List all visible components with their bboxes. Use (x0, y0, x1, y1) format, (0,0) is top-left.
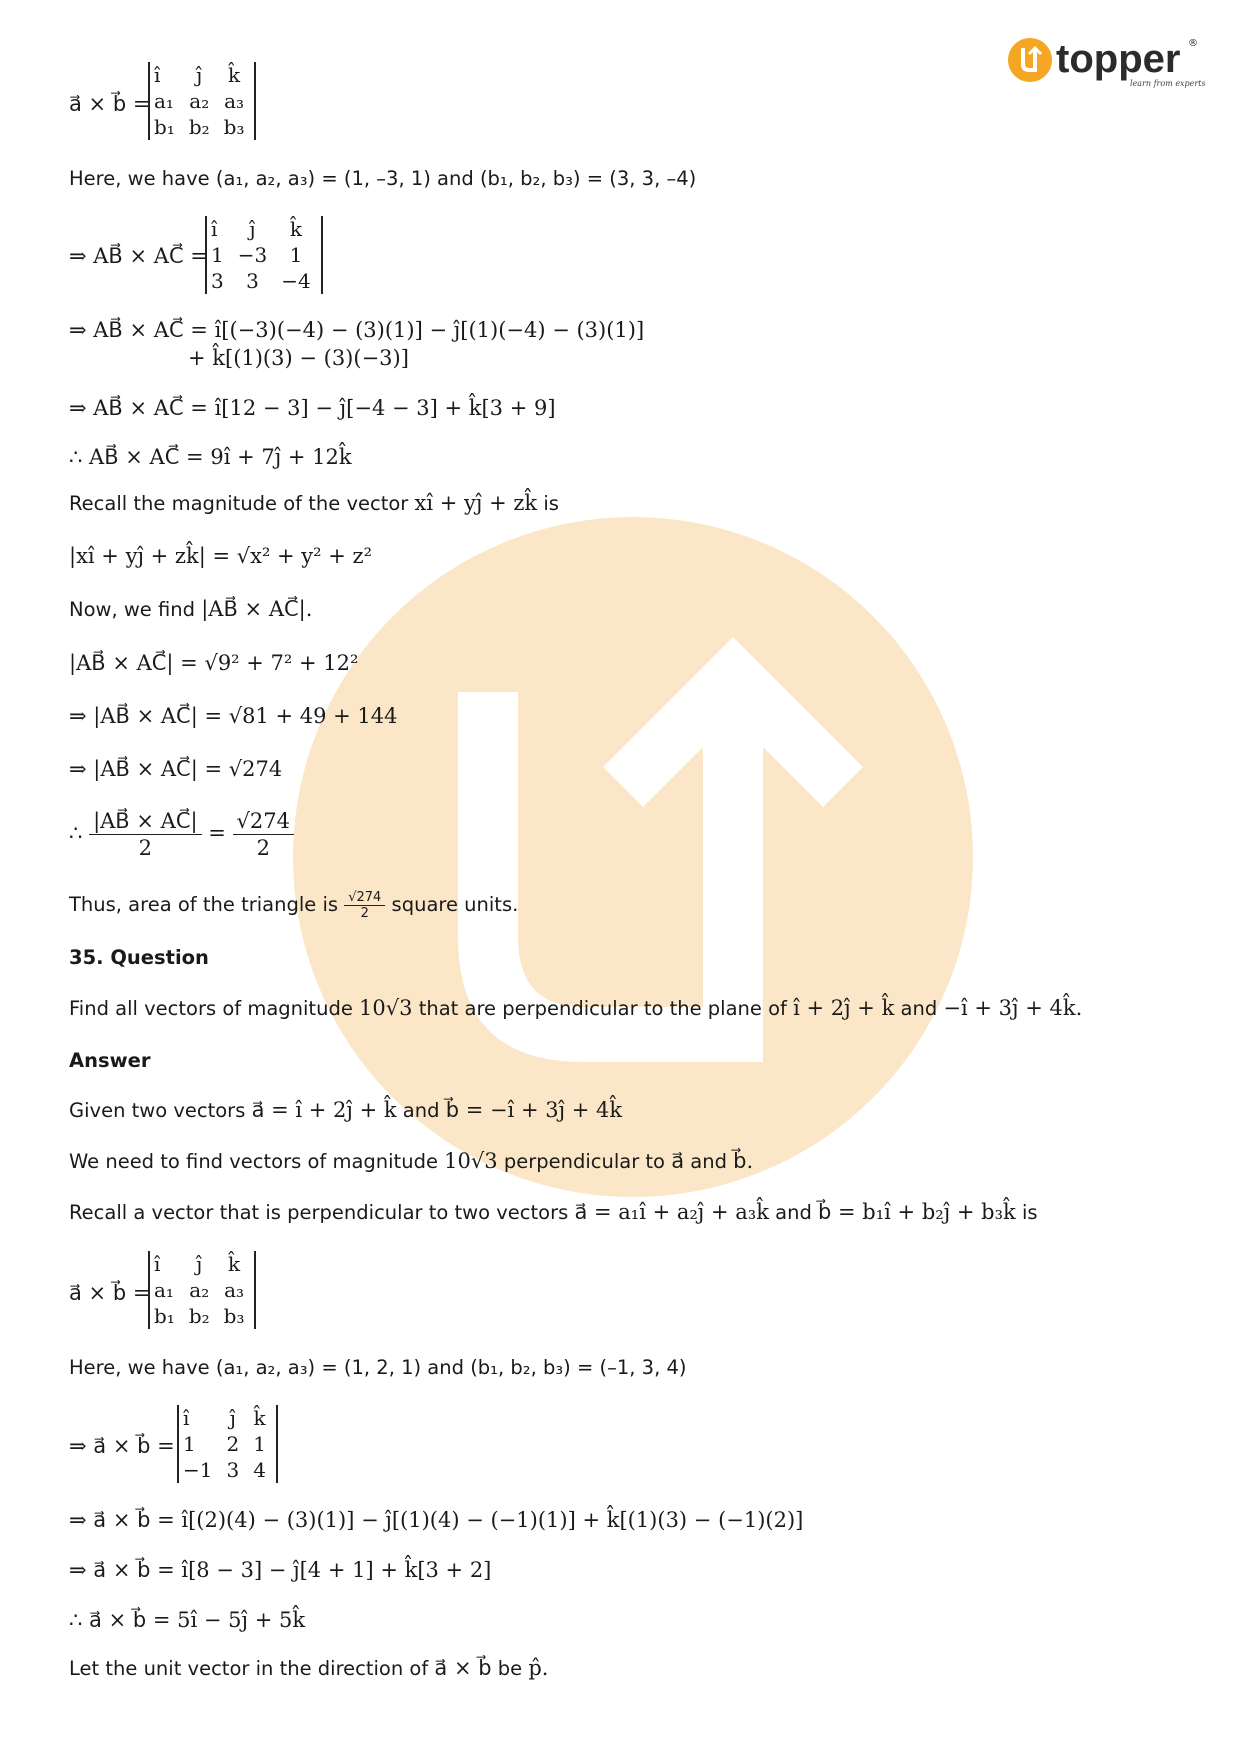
unit-vector-line: Let the unit vector in the direction of a⃗ × b⃗ be p̂. (69, 1656, 549, 1680)
given-vectors-line: Given two vectors a⃗ = î + 2ĵ + k̂ and b⃗ = −î + 3ĵ + 4k̂ (69, 1098, 623, 1122)
answer-heading: Answer (69, 1049, 151, 1072)
cross-product-lhs-4: ⇒ a⃗ × b⃗ = (69, 1434, 175, 1458)
cross-product-lhs-1: a⃗ × b⃗ = (69, 92, 151, 116)
expansion-line-3: ⇒ a⃗ × b⃗ = î[(2)(4) − (3)(1)] − ĵ[(1)(4) − (−1)(1)] + k̂[(1)(3) − (−1)(2)] (69, 1508, 804, 1532)
cross-product-lhs-3: a⃗ × b⃗ = (69, 1281, 151, 1305)
logo-tagline: learn from experts (1130, 79, 1206, 88)
cross-product-lhs-2: ⇒ AB⃗ × AC⃗ = (69, 244, 208, 268)
determinant-3: î ĵ k̂ a₁ a₂ a₃ b₁ b₂ b₃ (148, 1251, 256, 1329)
logo-brand-text: topper (1056, 37, 1181, 81)
result-line-2: ∴ a⃗ × b⃗ = 5î − 5ĵ + 5k̂ (69, 1608, 306, 1632)
now-find-line: Now, we find |AB⃗ × AC⃗|. (69, 597, 313, 621)
toppr-watermark-logo (293, 517, 973, 1197)
question-heading: 35. Question (69, 946, 209, 969)
determinant-1: î ĵ k̂ a₁ a₂ a₃ b₁ b₂ b₃ (148, 62, 256, 140)
expansion-line-1: ⇒ AB⃗ × AC⃗ = î[(−3)(−4) − (3)(1)] − ĵ[(1)(−4) − (3)(1)] (69, 318, 645, 342)
need-to-find-line: We need to find vectors of magnitude 10√3 perpendicular to a⃗ and b⃗. (69, 1149, 754, 1173)
question-text: Find all vectors of magnitude 10√3 that are perpendicular to the plane of î + 2ĵ + k̂ and −î + 3ĵ + 4k̂. (69, 996, 1083, 1020)
given-components-2: Here, we have (a₁, a₂, a₃) = (1, 2, 1) and (b₁, b₂, b₃) = (–1, 3, 4) (69, 1356, 687, 1379)
topper-logo-mark (1008, 32, 1208, 94)
given-components-1: Here, we have (a₁, a₂, a₃) = (1, –3, 1) and (b₁, b₂, b₃) = (3, 3, –4) (69, 167, 697, 190)
logo-registered-mark: ® (1188, 38, 1198, 49)
topper-logo (1008, 32, 1208, 94)
determinant-2: î ĵ k̂ 1 −3 1 3 3 −4 (205, 216, 323, 294)
expansion-line-2: + k̂[(1)(3) − (3)(−3)] (188, 346, 409, 370)
determinant-4: î ĵ k̂ 1 2 1 −1 3 4 (177, 1405, 278, 1483)
magnitude-line-2: ⇒ |AB⃗ × AC⃗| = √81 + 49 + 144 (69, 704, 398, 728)
half-magnitude-line: ∴ $\frac{|AB⃗ \times AC⃗|}{2}$ = $\frac{√274}{2}$ (69, 808, 294, 861)
magnitude-line-1: |AB⃗ × AC⃗| = √9² + 7² + 12² (69, 651, 359, 675)
area-conclusion-line: Thus, area of the triangle is $\frac{√274}{2}$ square units. (69, 890, 519, 921)
simplify-line-1: ⇒ AB⃗ × AC⃗ = î[12 − 3] − ĵ[−4 − 3] + k̂[3 + 9] (69, 396, 556, 420)
magnitude-formula: |xî + yĵ + zk̂| = √x² + y² + z² (69, 544, 373, 568)
recall-magnitude-line: Recall the magnitude of the vector xî + yĵ + zk̂ is (69, 491, 559, 515)
recall-perpendicular-line: Recall a vector that is perpendicular to two vectors a⃗ = a₁î + a₂ĵ + a₃k̂ and b⃗ = b₁î + b₂ĵ + b₃k̂ is (69, 1200, 1038, 1224)
simplify-line-2: ⇒ a⃗ × b⃗ = î[8 − 3] − ĵ[4 + 1] + k̂[3 + 2] (69, 1558, 492, 1582)
result-line-1: ∴ AB⃗ × AC⃗ = 9î + 7ĵ + 12k̂ (69, 445, 352, 469)
magnitude-line-3: ⇒ |AB⃗ × AC⃗| = √274 (69, 757, 283, 781)
